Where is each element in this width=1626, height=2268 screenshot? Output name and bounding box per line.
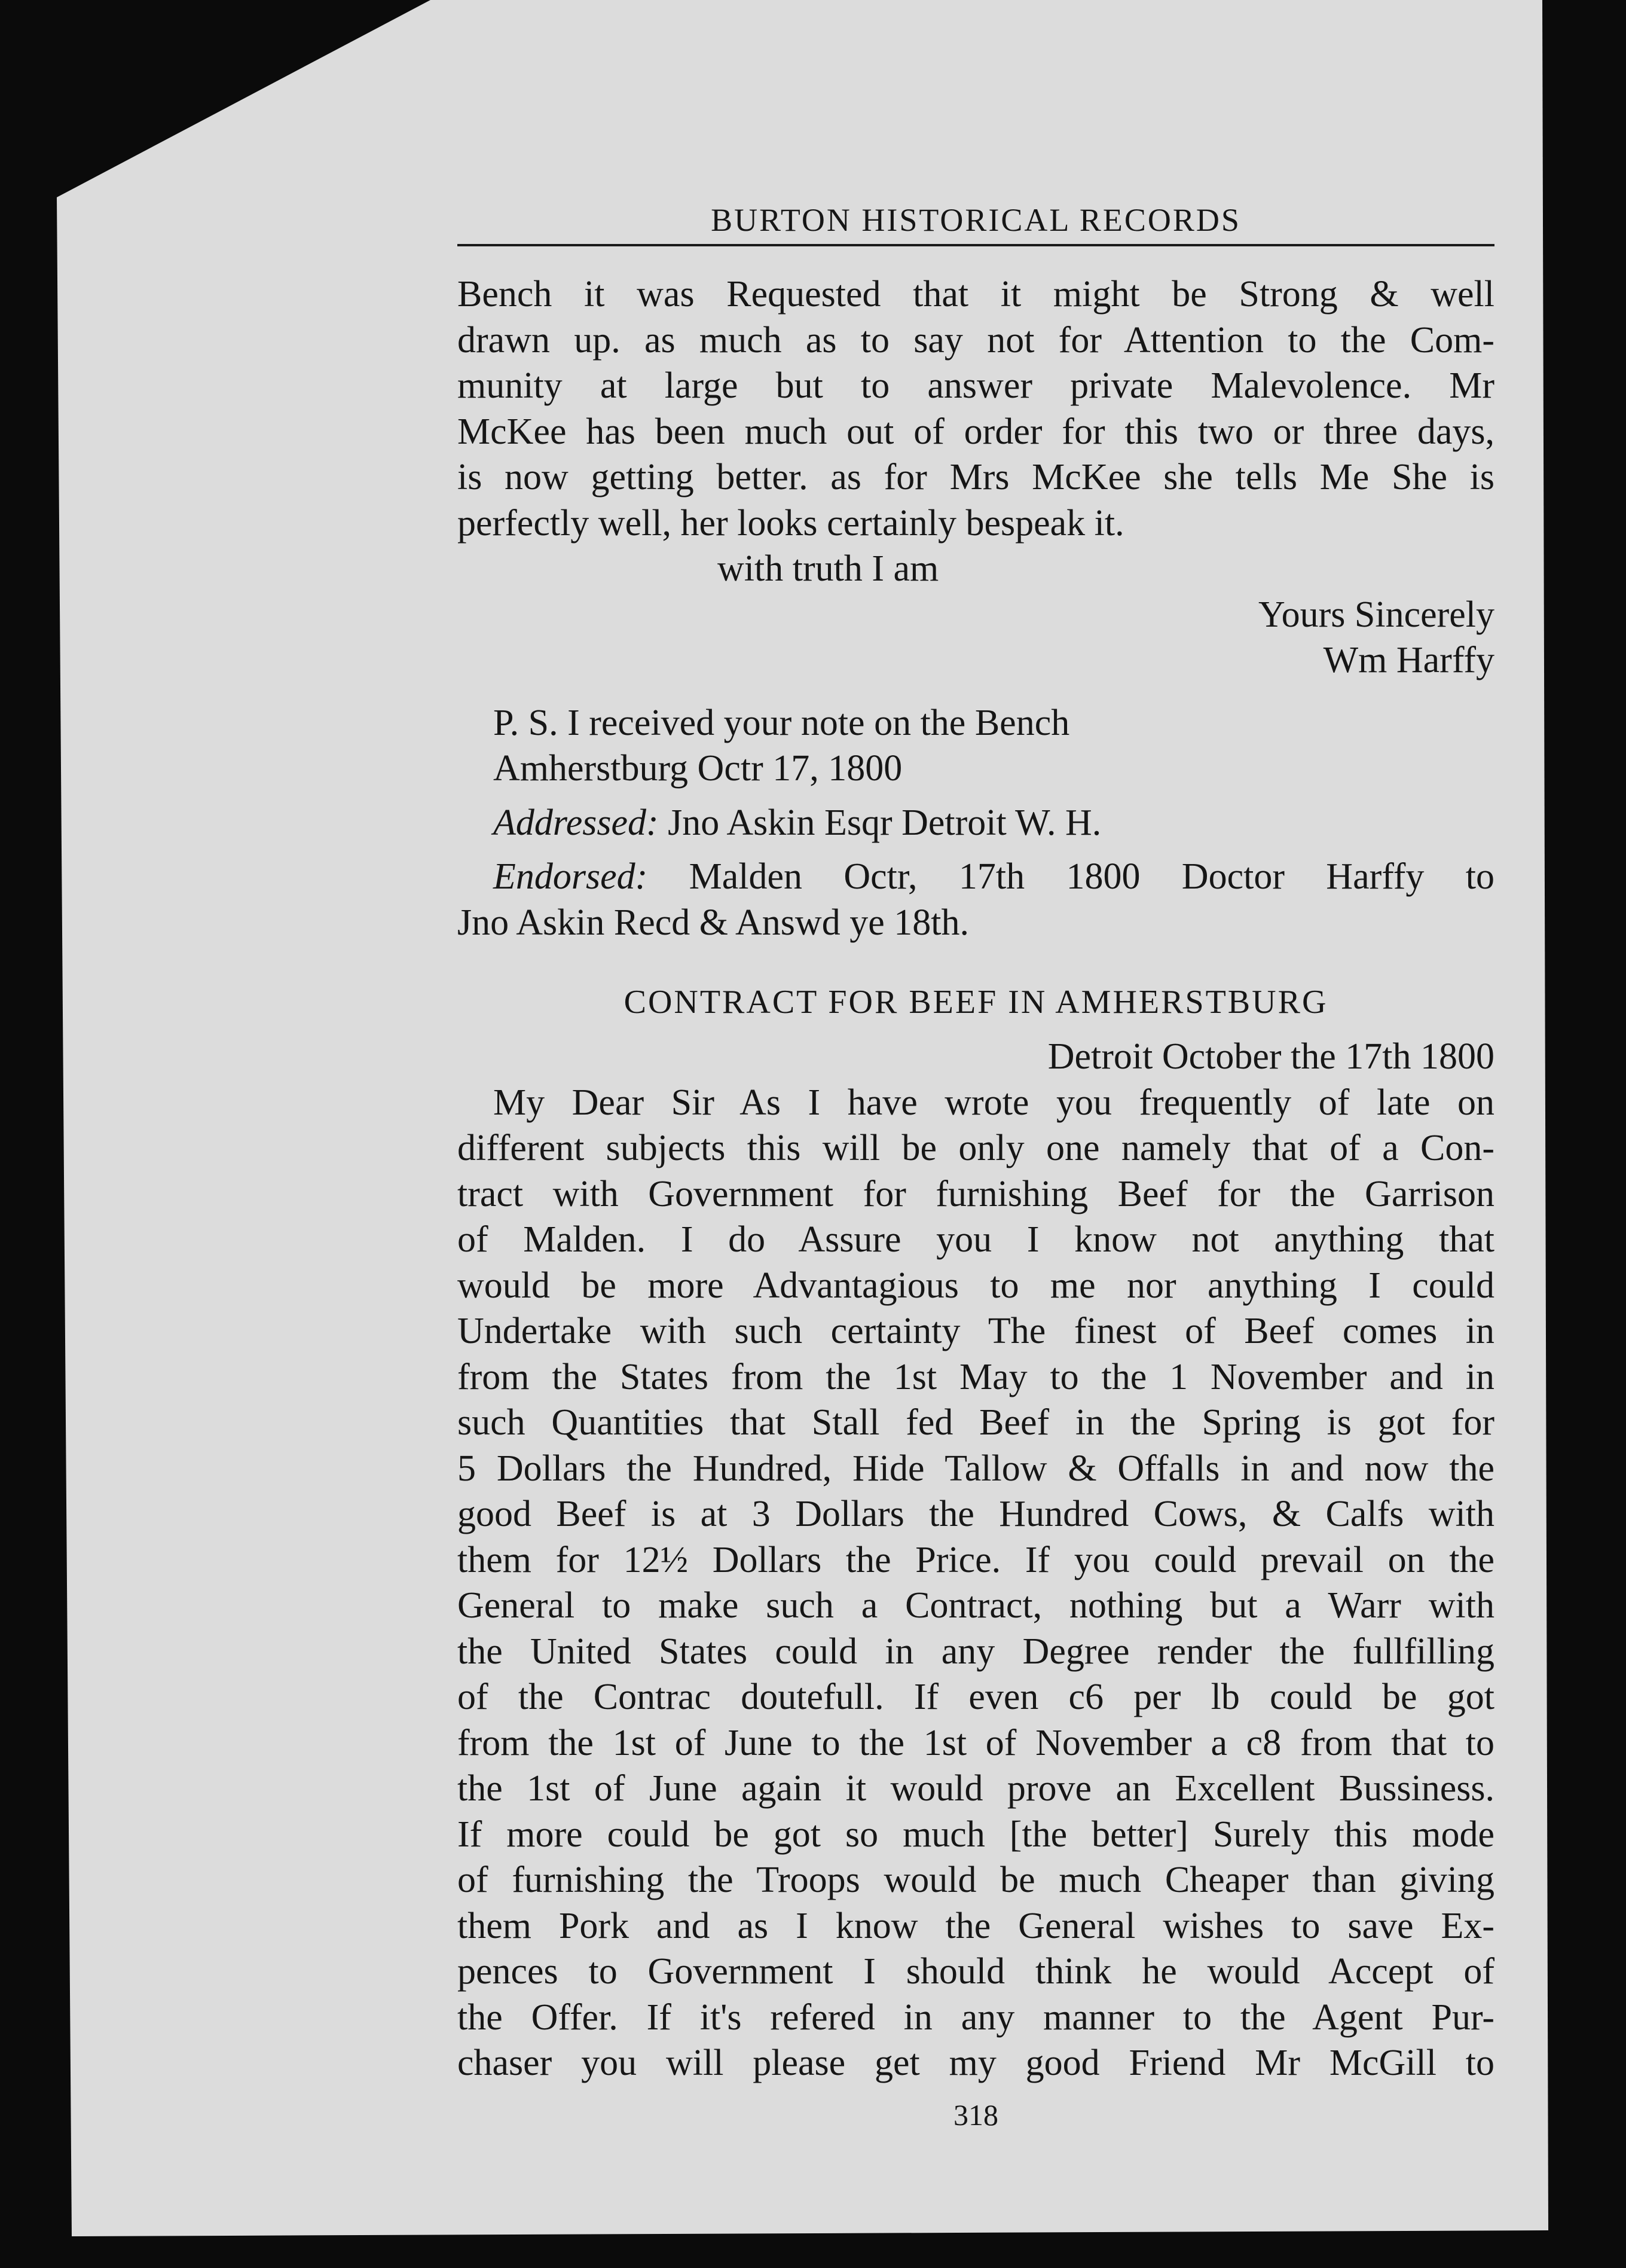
text-line: them for 12½ Dollars the Price. If you could prevail on the	[457, 1539, 1494, 1580]
signoff-line: Yours Sincerely	[1258, 594, 1494, 635]
text-line: tract with Government for furnishing Beef for the Garrison	[457, 1173, 1494, 1214]
page-content	[457, 202, 1494, 2133]
text-line: McKee has been much out of order for this two or three days,	[457, 411, 1494, 452]
letter-harffy	[457, 271, 1494, 945]
text-line: perfectly well, her looks certainly bespeak it.	[457, 502, 1124, 544]
text-line: munity at large but to answer private Malevolence. Mr	[457, 365, 1494, 406]
text-line: My Dear Sir As I have wrote you frequently of late on	[493, 1082, 1494, 1123]
text-line: Bench it was Requested that it might be Strong & well	[457, 274, 1494, 315]
text-line: different subjects this will be only one namely that of a Con-	[457, 1128, 1494, 1168]
addressed-text: Jno Askin Esqr Detroit W. H.	[668, 802, 1102, 843]
text-line: of furnishing the Troops would be much Cheaper than giving	[457, 1860, 1494, 1900]
signature-line: Wm Harffy	[1323, 640, 1494, 680]
closing-line: with truth I am	[717, 548, 939, 589]
addressed-line	[457, 800, 1494, 846]
text-line: pences to Government I should think he would Accept of	[457, 1951, 1494, 1992]
letter-beef-contract	[457, 1034, 1494, 2086]
text-line: If more could be got so much [the better] Surely this mode	[457, 1814, 1494, 1855]
page-number: 318	[953, 2098, 998, 2132]
text-line: 5 Dollars the Hundred, Hide Tallow & Offalls in and now the	[457, 1448, 1494, 1489]
text-line: them Pork and as I know the General wishes to save Ex-	[457, 1905, 1494, 1946]
endorsed-text: Malden Octr, 17th 1800 Doctor Harffy to	[689, 856, 1494, 897]
place-date-line: Amherstburg Octr 17, 1800	[493, 748, 903, 789]
section-heading: CONTRACT FOR BEEF IN AMHERSTBURG	[623, 984, 1328, 1021]
text-line: chaser you will please get my good Friend Mr McGill to	[457, 2043, 1494, 2083]
text-line: drawn up. as much as to say not for Attention to the Com-	[457, 319, 1494, 361]
text-line: from the 1st of June to the 1st of November a c8 from that to	[457, 1722, 1494, 1763]
text-line: of the Contrac doutefull. If even c6 per lb could be got	[457, 1677, 1494, 1717]
running-head: BURTON HISTORICAL RECORDS	[457, 202, 1494, 246]
text-line: good Beef is at 3 Dollars the Hundred Cows, & Calfs with	[457, 1494, 1494, 1534]
text-line: from the States from the 1st May to the 1 November and in	[457, 1356, 1494, 1397]
addressed-label: Addressed:	[493, 802, 659, 843]
endorsed-label: Endorsed:	[493, 856, 648, 897]
text-line: is now getting better. as for Mrs McKee she tells Me She is	[457, 457, 1494, 497]
text-line: would be more Advantagious to me nor anything I could	[457, 1265, 1494, 1306]
text-line: of Malden. I do Assure you I know not anything that	[457, 1219, 1494, 1260]
dateline: Detroit October the 17th 1800	[1047, 1036, 1494, 1077]
endorsed-line	[457, 854, 1494, 900]
text-line: such Quantities that Stall fed Beef in the Spring is got for	[457, 1402, 1494, 1443]
endorsed-line-2: Jno Askin Recd & Answd ye 18th.	[457, 902, 969, 943]
text-line: the United States could in any Degree render the fullfilling	[457, 1631, 1494, 1672]
text-line: the 1st of June again it would prove an Excellent Bussiness.	[457, 1768, 1494, 1809]
text-line: General to make such a Contract, nothing but a Warr with	[457, 1585, 1494, 1626]
text-line: the Offer. If it's refered in any manner to the Agent Pur-	[457, 1997, 1494, 2038]
text-line: Undertake with such certainty The finest of Beef comes in	[457, 1311, 1494, 1351]
postscript-line: P. S. I received your note on the Bench	[493, 702, 1070, 743]
